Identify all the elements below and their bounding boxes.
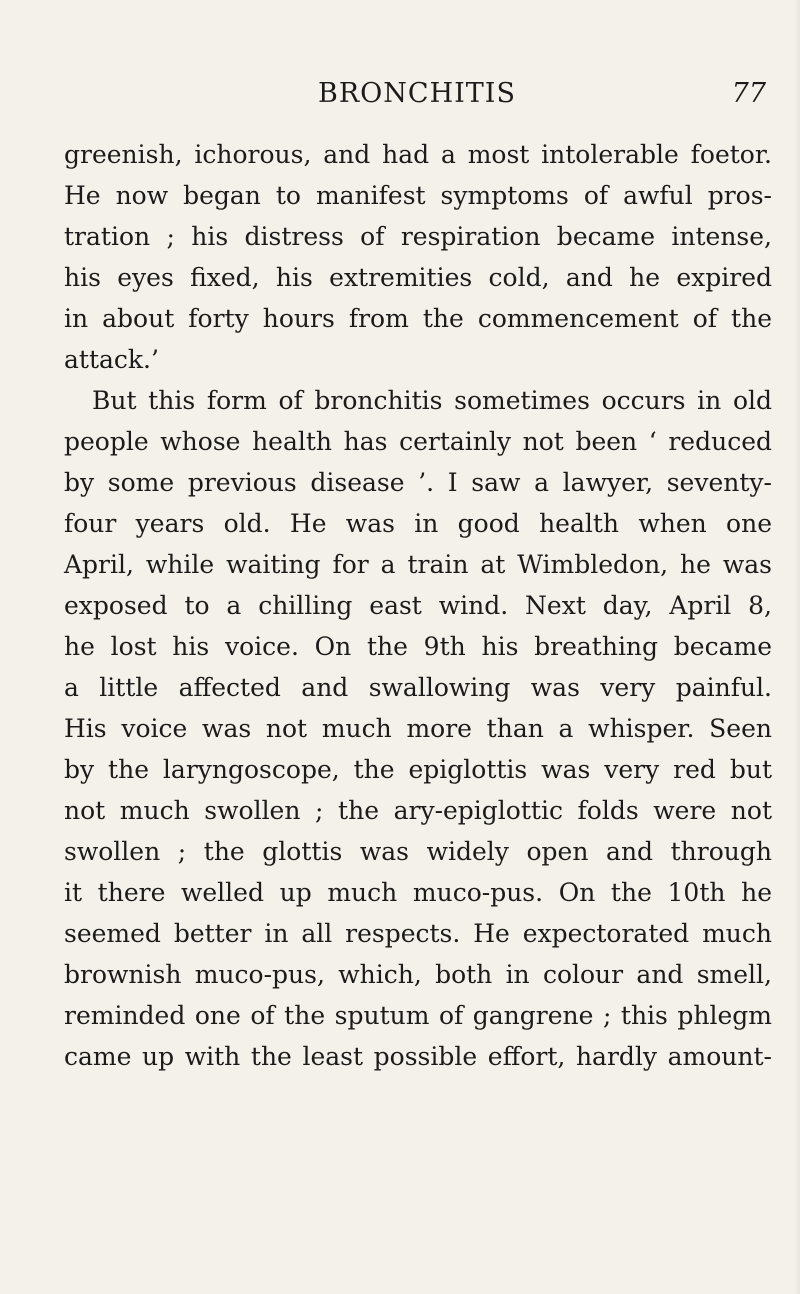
text-line: attack.’ <box>64 345 159 374</box>
text-line: came up with the least possible effort, hardly amount- <box>64 1042 772 1071</box>
text-line: exposed to a chilling east wind. Next day, April 8, <box>64 591 772 620</box>
text-line: by the laryngoscope, the epiglottis was very red but <box>64 755 772 784</box>
text-line: people whose health has certainly not been ‘ reduced <box>64 427 772 456</box>
text-line: greenish, ichorous, and had a most intolerable foetor. <box>64 140 772 169</box>
text-line: His voice was not much more than a whisper. Seen <box>64 714 772 743</box>
page-number: 77 <box>731 78 766 109</box>
text-line: reminded one of the sputum of gangrene ; this phlegm <box>64 1001 772 1030</box>
text-line: he lost his voice. On the 9th his breathing became <box>64 632 772 661</box>
text-line: it there welled up much muco-pus. On the 10th he <box>64 878 772 907</box>
text-line: a little affected and swallowing was very painful. <box>64 673 772 702</box>
text-line: by some previous disease ’. I saw a lawyer, seventy- <box>64 468 772 497</box>
body-text <box>64 134 772 1077</box>
text-line: his eyes fixed, his extremities cold, and he expired <box>64 263 772 292</box>
running-title: BRONCHITIS <box>318 78 516 109</box>
text-line: not much swollen ; the ary-epiglottic folds were not <box>64 796 772 825</box>
text-line: He now began to manifest symptoms of awful pros- <box>64 181 772 210</box>
running-head <box>64 74 770 114</box>
text-line: seemed better in all respects. He expectorated much <box>64 919 772 948</box>
text-line: tration ; his distress of respiration became intense, <box>64 222 772 251</box>
text-line: in about forty hours from the commencement of the <box>64 304 772 333</box>
text-line: brownish muco-pus, which, both in colour and smell, <box>64 960 772 989</box>
page-edge-shadow <box>794 0 800 1294</box>
text-line: But this form of bronchitis sometimes occurs in old <box>92 386 772 415</box>
text-line: four years old. He was in good health when one <box>64 509 772 538</box>
text-line: swollen ; the glottis was widely open and through <box>64 837 772 866</box>
text-line: April, while waiting for a train at Wimbledon, he was <box>64 550 772 579</box>
